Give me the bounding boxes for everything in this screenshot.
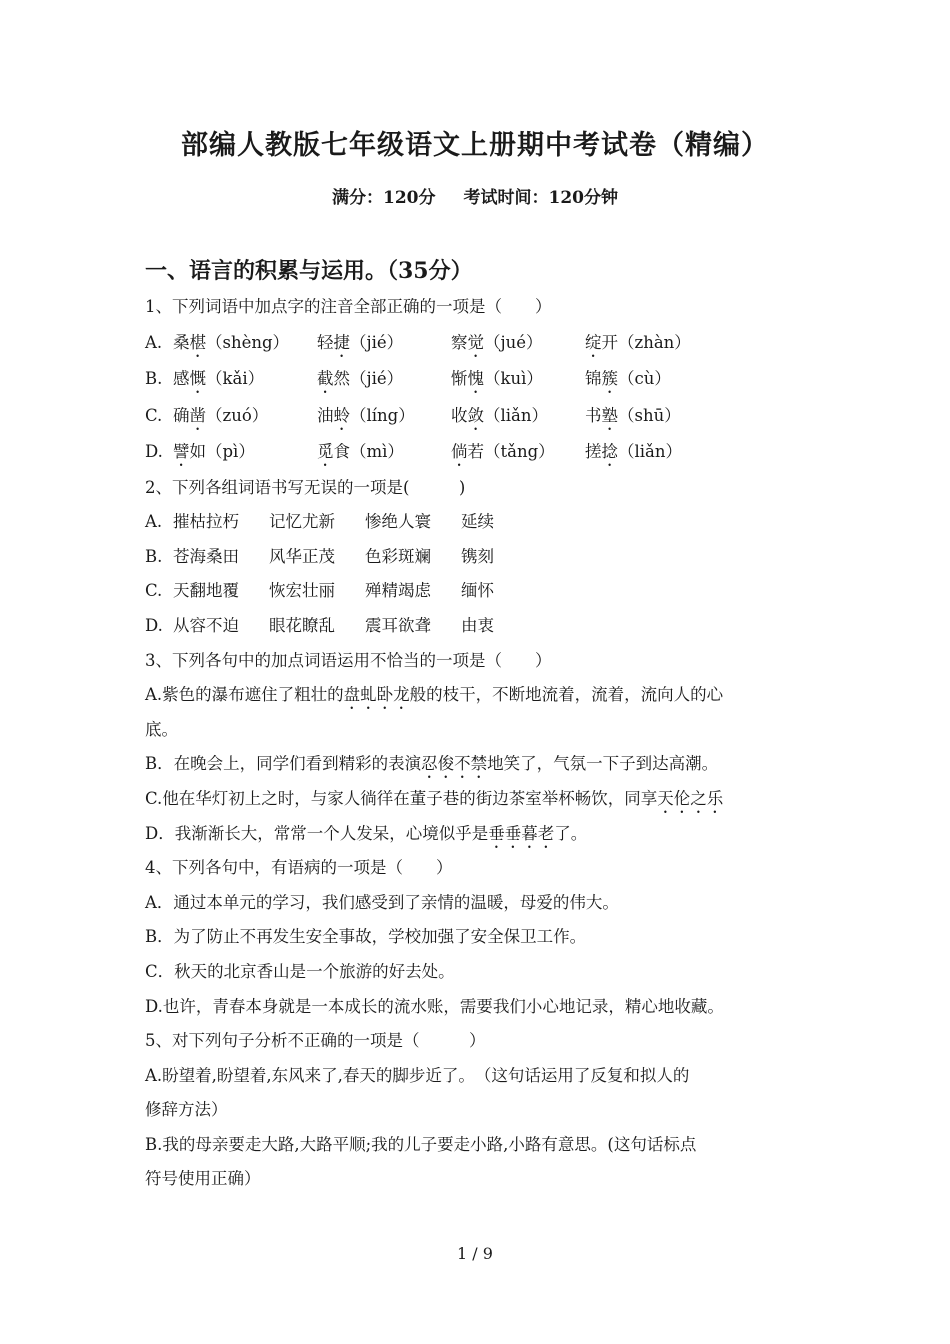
word-with-pinyin	[317, 361, 451, 398]
word-text: 油	[317, 405, 334, 425]
idiom: 摧枯拉朽	[173, 512, 239, 532]
dotted-char: 蛉	[333, 405, 350, 425]
word-text: （kuì）	[484, 369, 543, 389]
idiom: 记忆尤新	[269, 512, 335, 532]
question-1-option	[145, 361, 815, 398]
word-text: 然（jié）	[333, 369, 404, 389]
question-3-option-a: A.紫色的瀑布遮住了粗壮的盘虬卧龙般的枝干，不断地流着，流着，流向人的心	[145, 685, 724, 705]
word-text: （zuó）	[206, 405, 269, 425]
word-text: （kǎi）	[206, 369, 265, 389]
idiom: 镌刻	[461, 546, 494, 566]
section-heading: 一、语言的积累与运用。（35分）	[145, 258, 473, 284]
question-4-option-a: A．通过本单元的学习，我们感受到了亲情的温暖，母爱的伟大。	[145, 892, 619, 912]
dotted-phrase: 垂垂暮老	[488, 823, 555, 843]
idiom: 色彩斑斓	[365, 546, 431, 566]
idiom: 天翻地覆	[173, 581, 239, 601]
word-text: 收	[451, 405, 468, 425]
idiom: 缅怀	[461, 581, 494, 601]
word-text: （cù）	[618, 369, 671, 389]
word-text: 惭	[451, 369, 468, 389]
page-title: 部编人教版七年级语文上册期中考试卷（精编）	[181, 130, 769, 161]
dotted-char: 截	[317, 369, 334, 389]
option-label: A.	[145, 512, 163, 532]
word-text: （líng）	[350, 405, 415, 425]
word-text: 感	[173, 369, 190, 389]
question-3-option-c: C.他在华灯初上之时，与家人徜徉在董子巷的街边茶室举杯畅饮，同享天伦之乐	[145, 788, 724, 808]
word-with-pinyin	[585, 434, 765, 471]
dotted-phrase: 天伦之乐	[657, 788, 724, 808]
word-text: 开（zhàn）	[601, 332, 691, 352]
word-with-pinyin	[451, 361, 585, 398]
dotted-char: 凿	[189, 405, 206, 425]
dotted-char: 簇	[601, 369, 618, 389]
question-4-stem: 4、下列各句中，有语病的一项是（ ）	[145, 858, 453, 878]
question-2-option	[145, 609, 815, 644]
word-with-pinyin	[451, 398, 585, 435]
question-5-option-a-cont: 修辞方法）	[145, 1100, 228, 1120]
word-with-pinyin	[451, 434, 585, 471]
dotted-char: 觉	[467, 332, 484, 352]
question-4-option-b: B．为了防止不再发生安全事故，学校加强了安全保卫工作。	[145, 927, 587, 947]
dotted-char: 塾	[601, 405, 618, 425]
option-label: B.	[145, 546, 163, 566]
dotted-char: 捷	[333, 332, 350, 352]
idiom: 由衷	[461, 615, 494, 635]
word-text: 搓	[585, 442, 602, 462]
idiom: 从容不迫	[173, 615, 239, 635]
idiom: 风华正茂	[269, 546, 335, 566]
word-with-pinyin	[317, 398, 451, 435]
idiom: 延续	[461, 512, 494, 532]
question-3-option-b: B．在晚会上，同学们看到精彩的表演忍俊不禁地笑了，气氛一下子到达高潮。	[145, 754, 719, 774]
dotted-char: 敛	[467, 405, 484, 425]
word-text: 察	[451, 332, 468, 352]
question-3-option-a-cont: 底。	[145, 719, 178, 739]
option-label: D.	[145, 442, 163, 462]
word-with-pinyin	[173, 398, 317, 435]
word-text: 书	[585, 405, 602, 425]
word-with-pinyin	[585, 398, 765, 435]
question-2-option	[145, 574, 815, 609]
option-label: D.	[145, 615, 163, 635]
word-text: 如（pì）	[189, 442, 255, 462]
word-text: 轻	[317, 332, 334, 352]
section-1	[145, 252, 815, 1197]
question-3-stem: 3、下列各句中的加点词语运用不恰当的一项是（ ）	[145, 650, 552, 670]
question-4-option-d: D.也许，青春本身就是一本成长的流水账，需要我们小心地记录，精心地收藏。	[145, 996, 724, 1016]
idiom: 震耳欲聋	[365, 615, 431, 635]
question-1-stem: 1、下列词语中加点字的注音全部正确的一项是（ ）	[145, 297, 552, 316]
word-text: （jié）	[350, 332, 404, 352]
word-with-pinyin	[585, 361, 765, 398]
option-label: C.	[145, 405, 163, 425]
word-text: 锦	[585, 369, 602, 389]
word-with-pinyin	[173, 434, 317, 471]
word-with-pinyin	[585, 325, 765, 362]
word-text: 若（tǎng）	[467, 442, 555, 462]
word-text: 桑	[173, 332, 190, 352]
question-5-option-b-cont: 符号使用正确）	[145, 1169, 261, 1189]
question-3-option-d: D．我渐渐长大，常常一个人发呆，心境似乎是垂垂暮老了。	[145, 823, 588, 843]
dotted-char: 譬	[173, 442, 190, 462]
dotted-char: 愧	[467, 369, 484, 389]
dotted-char: 捻	[601, 442, 618, 462]
idiom: 恢宏壮丽	[269, 581, 335, 601]
question-1-options	[145, 325, 815, 471]
word-with-pinyin	[317, 434, 451, 471]
exam-info	[0, 185, 950, 211]
dotted-char: 椹	[189, 332, 206, 352]
word-text: （shū）	[618, 405, 681, 425]
idiom: 苍海桑田	[173, 546, 239, 566]
question-4-option-c: C．秋天的北京香山是一个旅游的好去处。	[145, 961, 455, 981]
option-label: C.	[145, 581, 163, 601]
word-with-pinyin	[173, 325, 317, 362]
option-label: B.	[145, 369, 163, 389]
word-text: 食（mì）	[333, 442, 404, 462]
question-2-option	[145, 505, 815, 540]
exam-time: 考试时间：120分钟	[463, 188, 618, 208]
question-5-stem: 5、对下列句子分析不正确的一项是（ ）	[145, 1031, 486, 1051]
question-5-option-b: B.我的母亲要走大路,大路平顺;我的儿子要走小路,小路有意思。(这句话标点	[145, 1134, 697, 1154]
word-text: 确	[173, 405, 190, 425]
idiom: 殚精竭虑	[365, 581, 431, 601]
question-1-option	[145, 325, 815, 362]
full-score: 满分：120分	[332, 188, 436, 208]
dotted-phrase: 忍俊不禁	[421, 754, 488, 774]
word-with-pinyin	[173, 361, 317, 398]
idiom: 眼花瞭乱	[269, 615, 335, 635]
word-text: （liǎn）	[618, 442, 683, 462]
option-label: A.	[145, 332, 163, 352]
idiom: 惨绝人寰	[365, 512, 431, 532]
word-text: （shèng）	[206, 332, 290, 352]
question-2-stem: 2、下列各组词语书写无误的一项是( )	[145, 477, 466, 497]
question-1-option	[145, 434, 815, 471]
dotted-char: 慨	[189, 369, 206, 389]
dotted-char: 绽	[585, 332, 602, 352]
question-5-option-a: A.盼望着,盼望着,东风来了,春天的脚步近了。 （这句话运用了反复和拟人的	[145, 1065, 690, 1085]
word-text: （jué）	[484, 332, 543, 352]
word-text: （liǎn）	[484, 405, 549, 425]
question-2-option	[145, 540, 815, 575]
question-1-option	[145, 398, 815, 435]
dotted-char: 倘	[451, 442, 468, 462]
dotted-phrase: 盘虬卧龙	[343, 685, 410, 705]
word-with-pinyin	[317, 325, 451, 362]
word-with-pinyin	[451, 325, 585, 362]
dotted-char: 觅	[317, 442, 334, 462]
question-2-options	[145, 505, 815, 643]
page-number: 1 / 9	[457, 1244, 493, 1263]
